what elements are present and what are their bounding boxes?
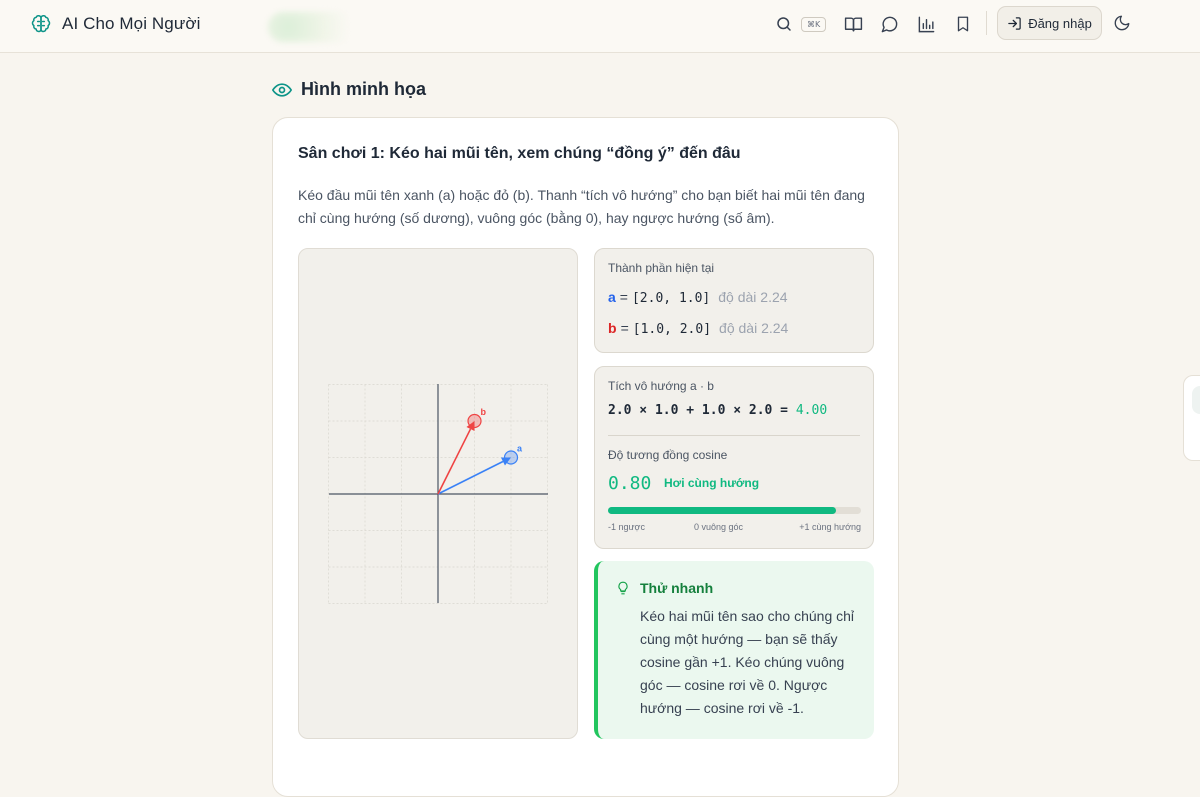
vector-b-handle[interactable] <box>468 415 481 428</box>
vector-b-length: độ dài 2.24 <box>719 320 789 336</box>
dot-product-expression <box>608 403 827 418</box>
search-button[interactable] <box>773 13 795 35</box>
search-icon <box>775 15 793 33</box>
vector-b-row <box>608 320 788 337</box>
floating-side-widget[interactable] <box>1183 375 1200 461</box>
dot-product-panel <box>594 366 874 549</box>
quick-tip <box>594 561 874 739</box>
vector-b-value: [1.0, 2.0] <box>632 322 712 337</box>
vector-a-label: a <box>517 443 523 454</box>
brand[interactable] <box>31 12 200 36</box>
top-navigation-bar <box>0 0 1200 53</box>
tip-body: Kéo hai mũi tên sao cho chúng chỉ cùng một hướng — bạn sẽ thấy cosine gần +1. Kéo chúng vuông góc — cosine rơi về 0. Ngược hướng — cosine rơi về -1. <box>640 608 855 716</box>
components-label: Thành phần hiện tại <box>608 261 715 275</box>
vector-a-length: độ dài 2.24 <box>718 289 788 305</box>
chat-button[interactable] <box>878 13 900 35</box>
playground-card <box>272 117 899 797</box>
cosine-verdict: Hơi cùng hướng <box>664 476 760 490</box>
dot-product-label: Tích vô hướng a · b <box>608 379 714 393</box>
dot-product-result: 4.00 <box>795 403 828 418</box>
vector-a-value: [2.0, 1.0] <box>631 291 711 306</box>
cosine-bar-fill <box>608 507 836 514</box>
vector-a-row <box>608 289 788 306</box>
bookmark-button[interactable] <box>952 13 974 35</box>
login-button[interactable] <box>997 6 1102 40</box>
card-title: Sân chơi 1: Kéo hai mũi tên, xem chúng “đồng ý” đến đâu <box>298 145 741 162</box>
vector-b-label: b <box>480 407 486 417</box>
bookmark-icon <box>954 15 972 33</box>
header-divider <box>986 11 987 35</box>
tip-title: Thử nhanh <box>640 580 714 596</box>
side-widget-button[interactable] <box>1192 386 1200 414</box>
chat-bubble-icon <box>880 15 899 34</box>
bar-chart-icon <box>917 15 936 34</box>
vector-b-arrow <box>438 429 470 494</box>
nav-icons <box>773 12 974 36</box>
cosine-value: 0.80 <box>608 473 652 494</box>
section-heading <box>272 79 426 100</box>
card-description: Kéo đầu mũi tên xanh (a) hoặc đỏ (b). Thanh “tích vô hướng” cho bạn biết hai mũi tên đang chỉ cùng hướng (số dương), vuông góc (bằng 0), hay ngược hướng (số âm). <box>298 187 865 226</box>
search-shortcut-badge: ⌘K <box>801 17 826 32</box>
brand-name: AI Cho Mọi Người <box>62 14 201 33</box>
vector-plot-canvas <box>299 249 579 740</box>
vector-a-handle[interactable] <box>505 451 518 464</box>
cosine-bar <box>608 507 861 514</box>
docs-button[interactable] <box>842 13 864 35</box>
blurred-decoration <box>268 12 368 42</box>
eye-icon <box>272 80 292 100</box>
scale-right-label: +1 cùng hướng <box>799 522 861 532</box>
equals-sign: = <box>620 320 629 336</box>
scale-mid-label: 0 vuông góc <box>694 522 744 532</box>
stats-button[interactable] <box>915 13 937 35</box>
login-label: Đăng nhập <box>1028 15 1092 31</box>
section-title: Hình minh họa <box>301 79 426 99</box>
moon-icon <box>1113 14 1131 32</box>
vector-b-letter: b <box>608 320 617 336</box>
scale-left-label: -1 ngược <box>608 522 645 532</box>
vector-a-letter: a <box>608 289 616 305</box>
brain-logo-icon <box>31 14 51 34</box>
components-panel <box>594 248 874 353</box>
lightbulb-icon <box>616 580 630 596</box>
vector-plot[interactable] <box>298 248 578 739</box>
book-icon <box>844 15 863 34</box>
equals-sign: = <box>619 289 628 305</box>
cosine-label: Độ tương đồng cosine <box>608 448 728 462</box>
panel-divider <box>608 435 860 436</box>
vector-a-arrow <box>438 462 503 494</box>
theme-toggle-button[interactable] <box>1111 12 1133 34</box>
dot-expression-text: 2.0 × 1.0 + 1.0 × 2.0 = <box>608 403 796 418</box>
login-arrow-icon <box>1007 16 1022 31</box>
